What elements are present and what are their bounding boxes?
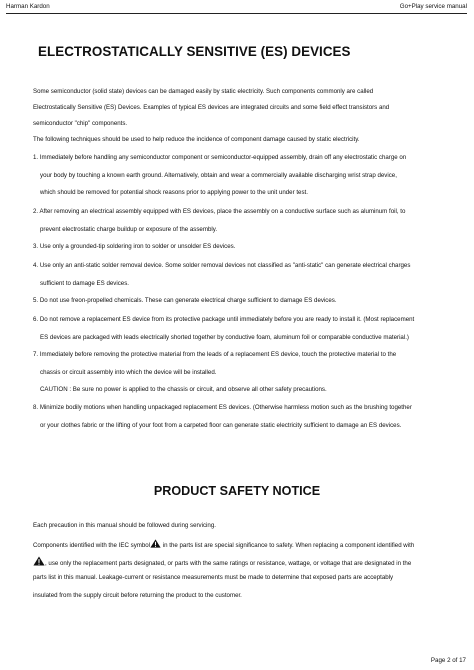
safety-line: parts list in this manual. Leakage-current or resistance measurements must be made to determine that exposed parts are acceptably [33, 574, 394, 581]
es-intro-line: The following techniques should be used to help reduce the incidence of component damage caused by static electricity. [33, 136, 360, 143]
es-list-item-7-cont: chassis or circuit assembly into which the device will be installed. [40, 369, 217, 376]
caution-line: CAUTION : Be sure no power is applied to the chassis or circuit, and observe all other safety precautions. [40, 386, 327, 393]
es-list-item-3: 3. Use only a grounded-tip soldering iron to solder or unsolder ES devices. [33, 243, 236, 250]
header-manual-title: Go+Play service manual [399, 3, 467, 10]
es-list-item-7: 7. Immediately before removing the protective material from the leads of a replacement ES device, touch the protective material to the [33, 351, 397, 358]
es-para-line: semiconductor "chip" components. [33, 120, 128, 127]
safety-line: Each precaution in this manual should be followed during servicing. [33, 522, 216, 529]
safety-line-text: in the parts list are special significance to safety. When replacing a component identified with [161, 542, 415, 549]
es-devices-heading: ELECTROSTATICALLY SENSITIVE (ES) DEVICES [38, 44, 351, 59]
safety-line-text: , use only the replacement parts designated, or parts with the same ratings or resistance, wattage, or voltage that are designated in the [45, 560, 412, 567]
es-list-item-1-cont: which should be removed for potential shock reasons prior to applying power to the unit under test. [40, 189, 308, 196]
es-para-line: Electrostatically Sensitive (ES) Devices. Examples of typical ES devices are integrated circuits and some field effect transistors and [33, 104, 390, 111]
es-list-item-2: 2. After removing an electrical assembly equipped with ES devices, place the assembly on a conductive surface such as aluminum foil, to [33, 208, 406, 215]
es-list-item-8-cont: or your clothes fabric or the lifting of your foot from a carpeted floor can generate static electricity sufficient to damage an ES devices. [40, 422, 402, 429]
safety-line [33, 539, 414, 549]
es-list-item-1-cont: your body by touching a known earth ground. Alternatively, obtain and wear a commercially available discharging wrist strap device, [40, 172, 397, 179]
safety-line [33, 556, 411, 567]
es-list-item-6: 6. Do not remove a replacement ES device from its protective package until immediately before you are ready to install it. (Most replacement [33, 316, 415, 323]
es-list-item-8: 8. Minimize bodily motions when handling unpackaged replacement ES devices. (Otherwise harmless motion such as the brushing together [33, 404, 412, 411]
header-brand: Harman Kardon [6, 3, 50, 10]
safety-line: insulated from the supply circuit before returning the product to the customer. [33, 592, 242, 599]
safety-notice-heading: PRODUCT SAFETY NOTICE [153, 484, 321, 498]
warning-triangle-icon [33, 556, 45, 566]
es-list-item-2-cont: prevent electrostatic charge buildup or exposure of the assembly. [40, 226, 218, 233]
es-para-line: Some semiconductor (solid state) devices can be damaged easily by static electricity. Such components commonly are called [33, 88, 374, 95]
header-rule [6, 13, 467, 14]
es-list-item-1: 1. Immediately before handling any semiconductor component or semiconductor-equipped assembly, drain off any electrostatic charge on [33, 154, 407, 161]
es-list-item-4-cont: sufficient to damage ES devices. [40, 280, 129, 287]
safety-line-text: Components identified with the IEC symbol [33, 542, 151, 549]
es-list-item-4: 4. Use only an anti-static solder removal device. Some solder removal devices not classified as "anti-static" can generate electrical charges [33, 262, 411, 269]
es-list-item-5: 5. Do not use freon-propelled chemicals. These can generate electrical charge sufficient to damage ES devices. [33, 297, 337, 304]
page-number: Page 2 of 17 [430, 657, 466, 664]
es-list-item-6-cont: ES devices are packaged with leads electrically shorted together by conductive foam, aluminum foil or comparable conductive material.) [40, 334, 409, 341]
warning-triangle-icon [150, 539, 161, 548]
